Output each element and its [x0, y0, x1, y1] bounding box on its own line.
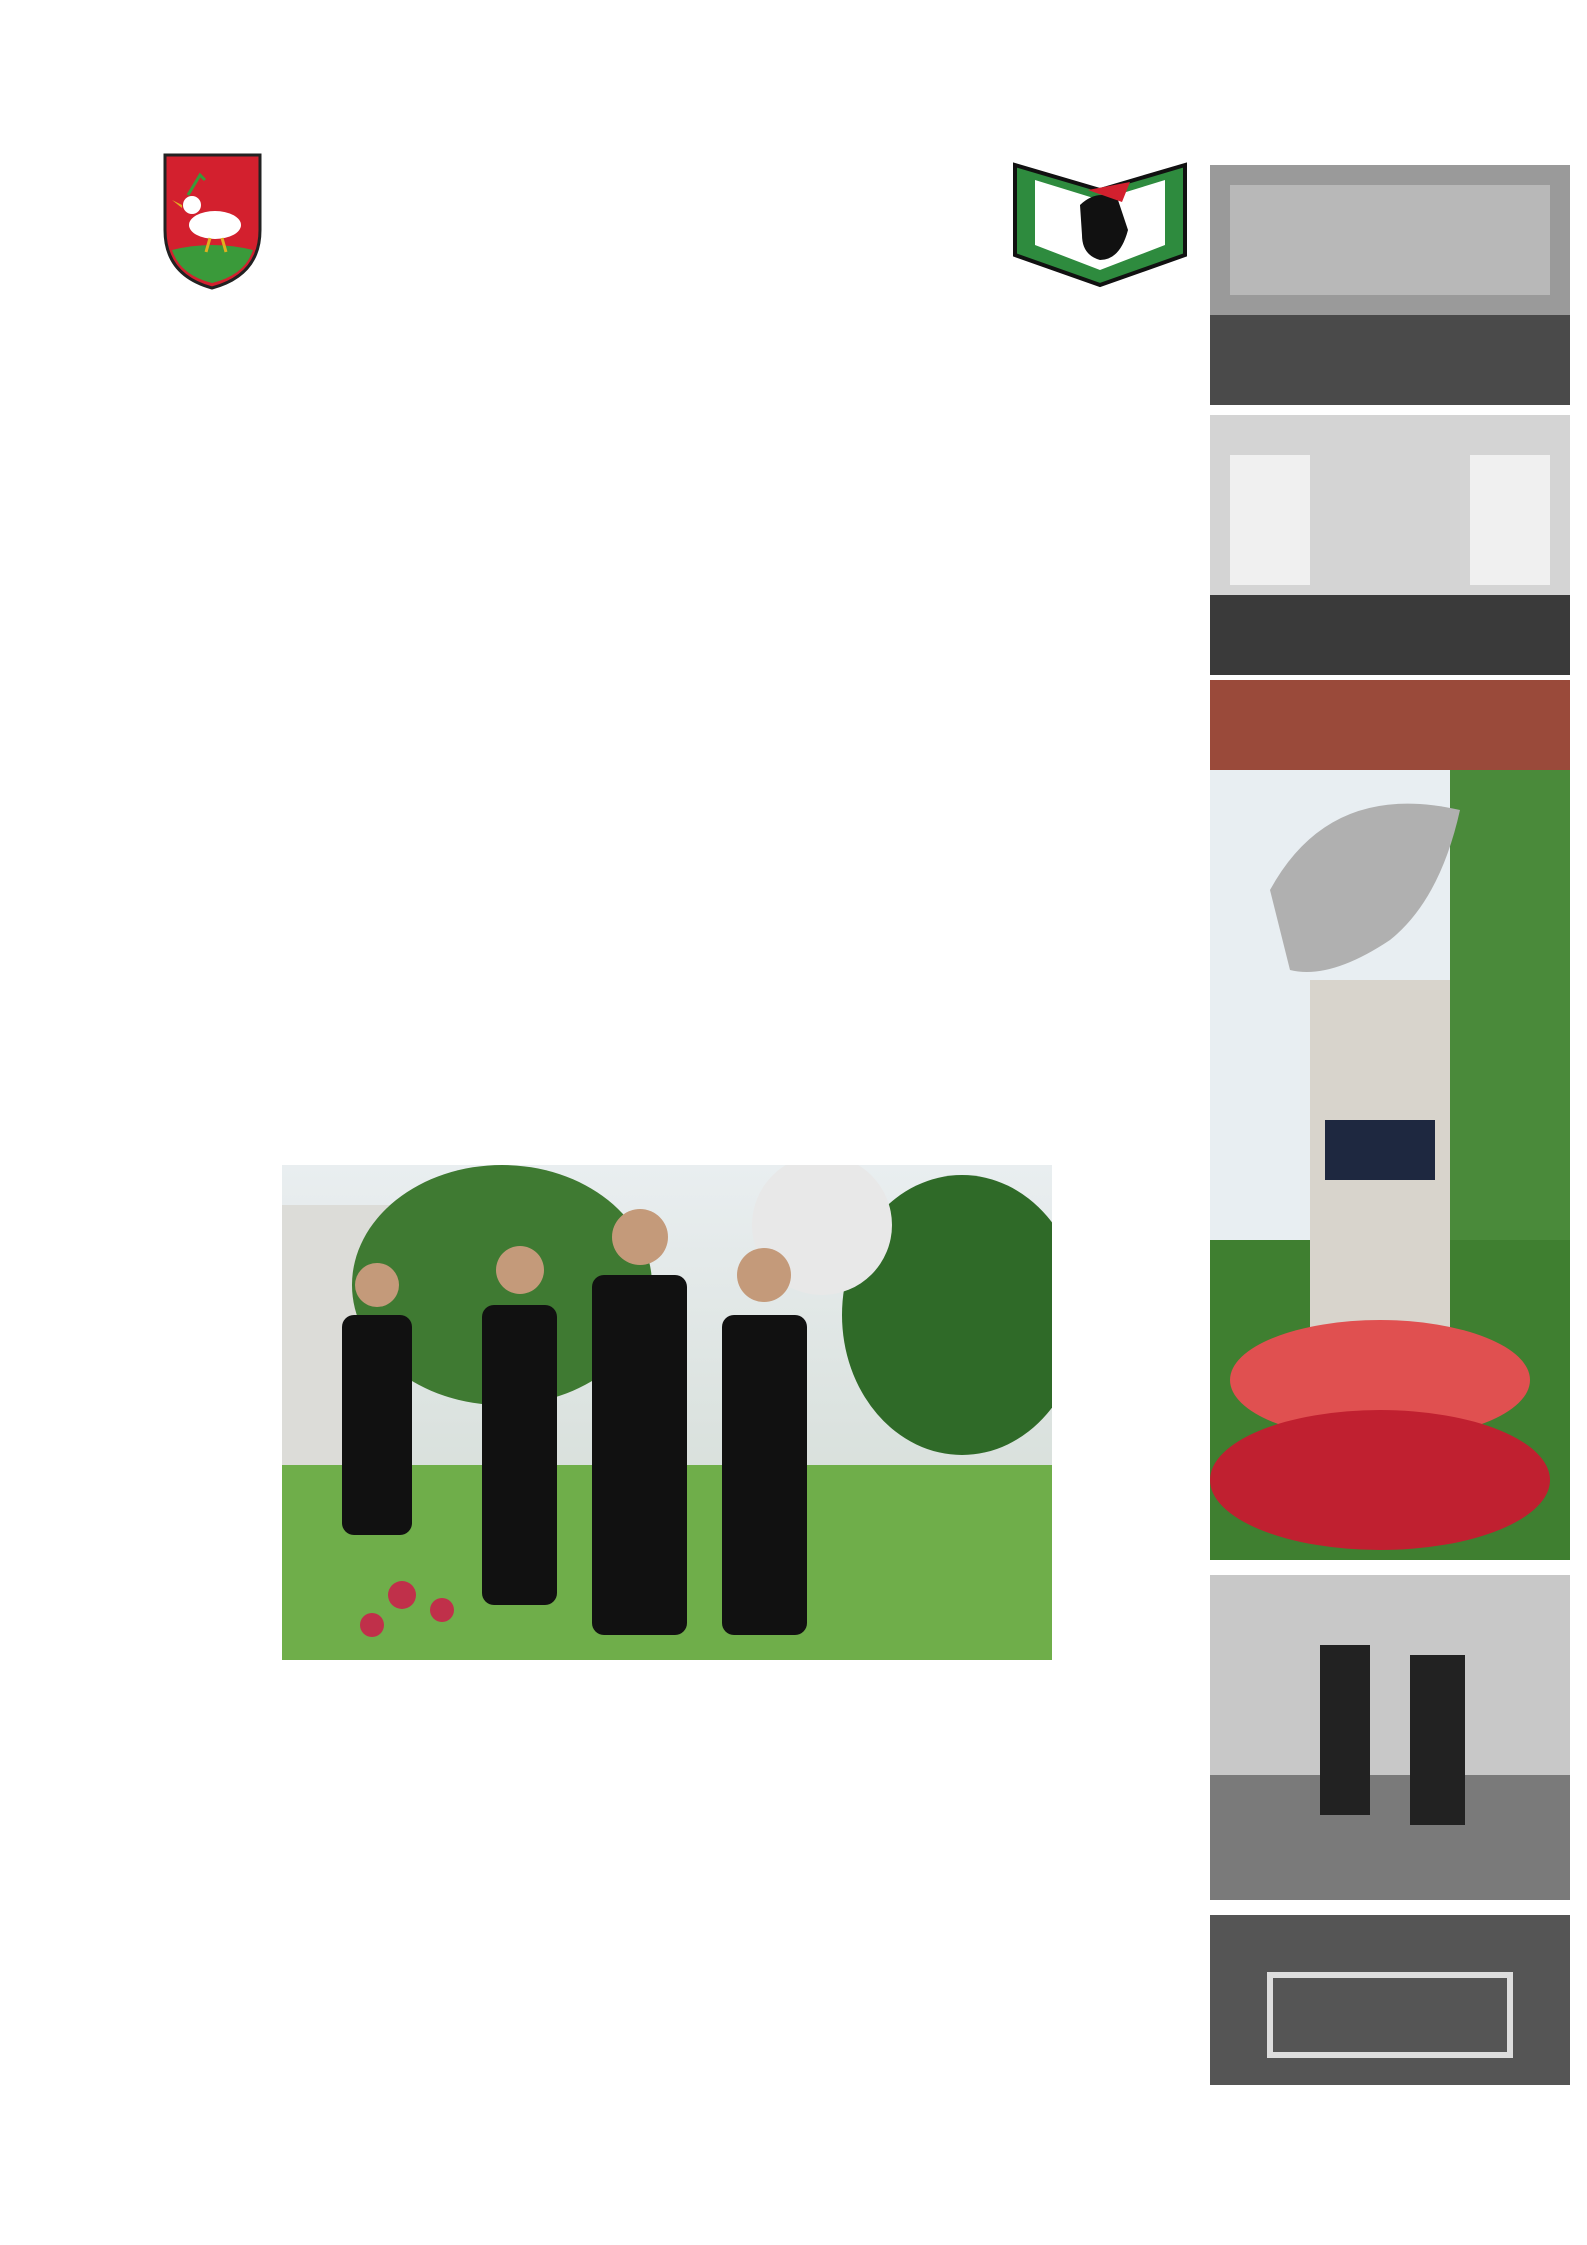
folk-border-bottom [0, 2130, 1587, 2245]
event-title-line-1 [130, 440, 1210, 498]
guest-name [130, 1760, 1210, 1814]
closing-line-5 [130, 2060, 1210, 2106]
historic-crowd-photo [1210, 165, 1570, 405]
speaker-role [130, 928, 1210, 982]
trianon-monument-photo [1210, 680, 1570, 1560]
historic-officials-photo [1210, 1575, 1570, 1900]
folk-border-left [0, 0, 150, 2245]
closing-line-2 [130, 1885, 1210, 1931]
time-row [150, 608, 1210, 662]
performers-photo [282, 1165, 1052, 1660]
closing-line-1 [130, 1830, 1210, 1876]
closing-line-3 [130, 1945, 1210, 1991]
performers-name [130, 1075, 1130, 1129]
place-row [140, 695, 1210, 749]
guest-label [130, 1683, 1210, 1737]
closing-line-4 [130, 2005, 1210, 2051]
invitation-line [130, 308, 1210, 360]
performers-label [130, 1002, 1210, 1056]
inviter-line-1 [130, 160, 1210, 212]
occasion-line [130, 375, 1210, 427]
folk-border-top [0, 0, 1587, 110]
inviter-line-2 [130, 232, 1210, 284]
historic-conference-photo [1210, 1915, 1570, 2085]
speech-label [130, 768, 1210, 822]
event-title-line-2 [130, 520, 1210, 578]
speaker-name [130, 850, 1210, 904]
treaty-hall-photo [1210, 415, 1570, 675]
